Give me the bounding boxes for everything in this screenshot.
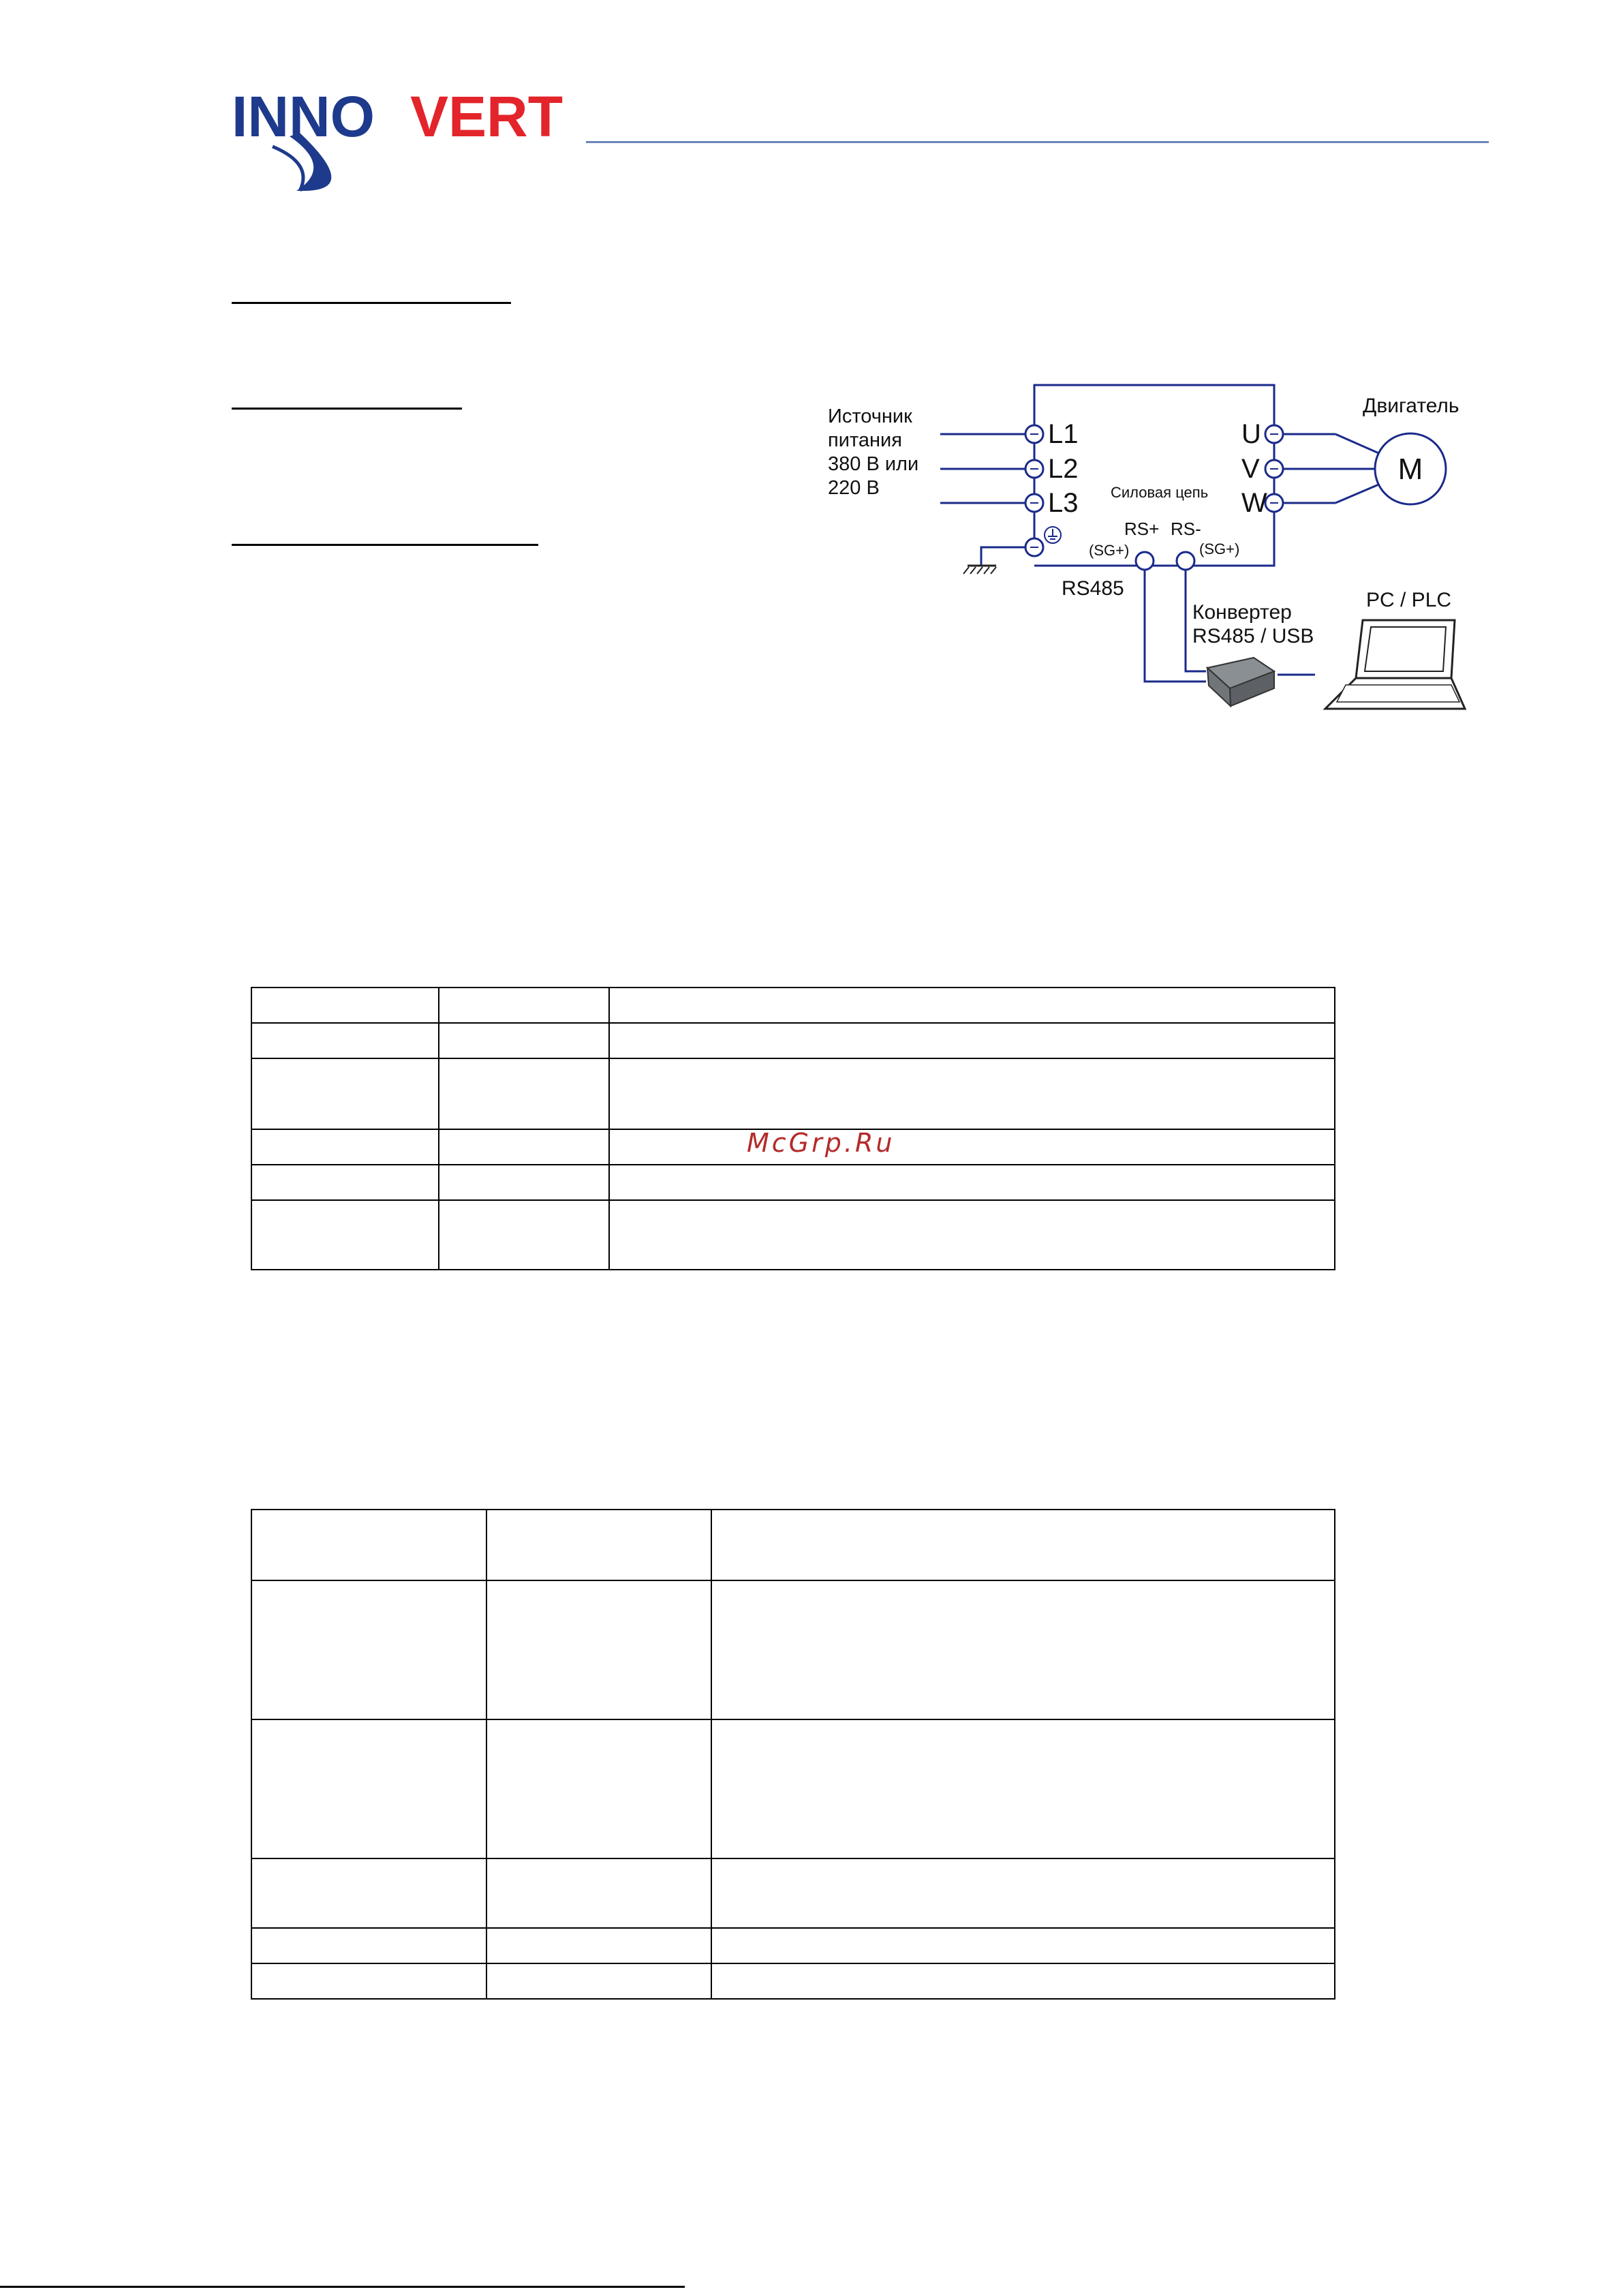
source-label-line-3: 380 В или	[828, 453, 919, 475]
header-rule	[586, 141, 1489, 143]
wiring-diagram	[818, 368, 1499, 722]
source-label-line-1: Источник	[828, 405, 912, 427]
rs-plus-label: RS+	[1124, 519, 1160, 539]
sg-right-label: (SG+)	[1199, 540, 1240, 557]
label-w: W	[1241, 488, 1267, 518]
heading-underline-1	[232, 302, 511, 304]
table-row	[251, 1858, 1335, 1928]
watermark: McGrp.Ru	[747, 1128, 895, 1158]
table-1	[251, 987, 1335, 1270]
table-row	[251, 1580, 1335, 1719]
label-l2: L2	[1048, 454, 1079, 484]
table-2	[251, 1509, 1335, 2000]
innovert-logo	[232, 89, 600, 198]
table-row	[251, 1129, 1335, 1165]
footnote-rule	[0, 2286, 685, 2288]
sg-left-label: (SG+)	[1089, 542, 1130, 559]
label-u: U	[1241, 419, 1261, 449]
label-l3: L3	[1048, 488, 1079, 518]
table-row	[251, 1719, 1335, 1858]
rs485-label: RS485	[1062, 577, 1124, 600]
terminal-rs-plus	[1136, 552, 1154, 570]
table-row	[251, 1510, 1335, 1580]
motor-symbol: M	[1397, 453, 1423, 486]
converter-label-line-1: Конвертер	[1192, 601, 1292, 624]
ground-icon	[1045, 527, 1061, 543]
power-circuit-label: Силовая цепь	[1111, 484, 1209, 501]
laptop-icon	[1325, 620, 1465, 709]
table-row	[251, 1058, 1335, 1129]
table-row	[251, 1200, 1335, 1270]
converter-label-line-2: RS485 / USB	[1192, 625, 1314, 647]
table-row	[251, 988, 1335, 1023]
table-row	[251, 1023, 1335, 1058]
pc-plc-label: PC / PLC	[1366, 589, 1452, 611]
logo-text-inno: INNO	[232, 89, 375, 149]
logo-text-vert: VERT	[410, 89, 563, 149]
label-v: V	[1241, 454, 1260, 484]
label-l1: L1	[1048, 419, 1079, 449]
usb-converter-icon	[1207, 658, 1274, 706]
table-row	[251, 1165, 1335, 1200]
heading-underline-3	[232, 544, 538, 546]
rs-minus-label: RS-	[1171, 519, 1201, 539]
terminal-rs-minus	[1177, 552, 1194, 570]
table-row	[251, 1963, 1335, 1999]
source-label-line-2: питания	[828, 429, 902, 451]
motor-label: Двигатель	[1363, 395, 1459, 417]
source-label-line-4: 220 В	[828, 477, 880, 499]
heading-underline-2	[232, 408, 462, 410]
table-row	[251, 1928, 1335, 1963]
